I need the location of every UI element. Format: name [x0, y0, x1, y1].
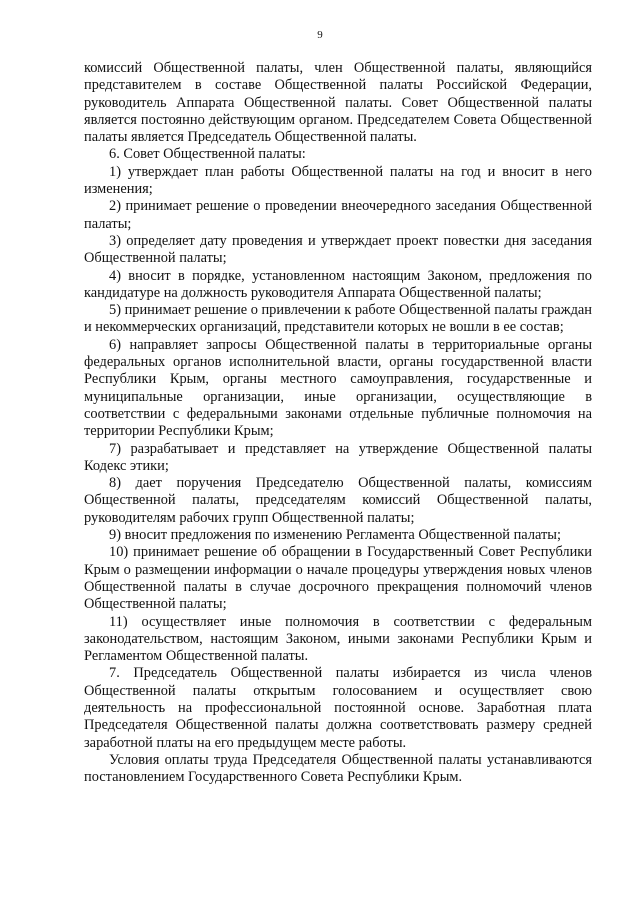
list-item-4: 4) вносит в порядке, установленном настоящим Законом, предложения по кандидатуре на должность руководителя Аппарата Общественной палаты; [84, 267, 592, 301]
list-item-7: 7) разрабатывает и представляет на утверждение Общественной палаты Кодекс этики; [84, 440, 592, 474]
document-body [84, 60, 592, 786]
list-item-1: 1) утверждает план работы Общественной палаты на год и вносит в него изменения; [84, 163, 592, 198]
list-item-8: 8) дает поручения Председателю Общественной палаты, комиссиям Общественной палаты, председателям комиссий Общественной палаты, руководителям рабочих групп Общественной палаты; [84, 475, 592, 526]
page-number: 9 [317, 29, 323, 41]
list-item-10: 10) принимает решение об обращении в Государственный Совет Республики Крым о размещении информации о начале процедуры утверждения новых членов Общественной палаты в случае досрочного прекращения полномочий членов Общественной палаты; [84, 544, 592, 613]
paragraph-continuation: комиссий Общественной палаты, член Общественной палаты, являющийся представителем в составе Общественной палаты Российской Федерации, руководитель Аппарата Общественной палаты. Совет Общественной палаты является постоянно действующим органом. Председателем Совета Общественной палаты является Председатель Общественной палаты. [84, 60, 592, 146]
paragraph-section-6-heading: 6. Совет Общественной палаты: [109, 146, 306, 163]
list-item-11: 11) осуществляет иные полномочия в соответствии с федеральным законодательством, настоящим Законом, иными законами Республики Крым и Регламентом Общественной палаты. [84, 613, 592, 665]
paragraph-section-7: 7. Председатель Общественной палаты избирается из числа членов Общественной палаты открытым голосованием и осуществляет свою деятельность на профессиональной постоянной основе. Заработная плата Председателя Общественной палаты должна соответствовать размеру средней заработной платы на его предыдущем месте работы. [84, 665, 592, 751]
list-item-3: 3) определяет дату проведения и утверждает проект повестки дня заседания Общественной палаты; [84, 232, 592, 267]
list-item-2: 2) принимает решение о проведении внеочередного заседания Общественной палаты; [84, 198, 592, 232]
list-item-5: 5) принимает решение о привлечении к работе Общественной палаты граждан и некоммерческих организаций, представители которых не вошли в ее состав; [84, 302, 593, 336]
list-item-9: 9) вносит предложения по изменению Регламента Общественной палаты; [109, 527, 561, 544]
list-item-6: 6) направляет запросы Общественной палаты в территориальные органы федеральных органов исполнительной власти, органы государственной власти Республики Крым, органы местного самоуправления, государственные и муниципальные организации, иные организации, осуществляющие в соответствии с федеральными законами отдельные публичные полномочия на территории Республики Крым; [84, 336, 592, 440]
paragraph-salary-conditions: Условия оплаты труда Председателя Общественной палаты устанавливаются постановлением Государственного Совета Республики Крым. [84, 751, 592, 786]
